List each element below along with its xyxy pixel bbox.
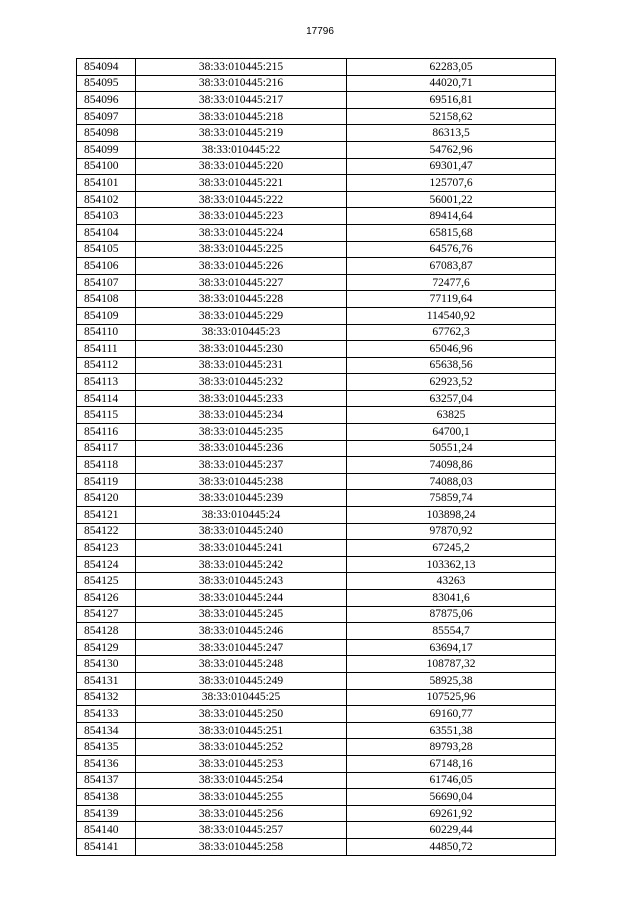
table-row: [77, 224, 556, 241]
table-row: [77, 838, 556, 855]
table-row: [77, 390, 556, 407]
table-row: [77, 656, 556, 673]
cadastral-number-cell: 38:33:010445:219: [136, 125, 347, 142]
cadastral-number-cell: 38:33:010445:241: [136, 540, 347, 557]
cadastral-number-cell: 38:33:010445:243: [136, 573, 347, 590]
row-id-cell: 854118: [77, 457, 136, 474]
page-number: 17796: [306, 26, 334, 37]
table-row: [77, 706, 556, 723]
cadastral-number-cell: 38:33:010445:247: [136, 639, 347, 656]
row-id-cell: 854095: [77, 75, 136, 92]
table-row: [77, 573, 556, 590]
table-row: [77, 208, 556, 225]
row-id-cell: 854099: [77, 141, 136, 158]
cadastral-number-cell: 38:33:010445:231: [136, 357, 347, 374]
cadastral-number-cell: 38:33:010445:235: [136, 424, 347, 441]
row-id-cell: 854140: [77, 822, 136, 839]
row-id-cell: 854137: [77, 772, 136, 789]
value-cell: 62923,52: [347, 374, 556, 391]
cadastral-number-cell: 38:33:010445:248: [136, 656, 347, 673]
table-row: [77, 789, 556, 806]
row-id-cell: 854112: [77, 357, 136, 374]
table-row: [77, 307, 556, 324]
cadastral-number-cell: 38:33:010445:216: [136, 75, 347, 92]
value-cell: 72477,6: [347, 274, 556, 291]
table-row: [77, 805, 556, 822]
table-row: [77, 59, 556, 76]
table-row: [77, 606, 556, 623]
cadastral-number-cell: 38:33:010445:234: [136, 407, 347, 424]
row-id-cell: 854111: [77, 341, 136, 358]
cadastral-number-cell: 38:33:010445:255: [136, 789, 347, 806]
row-id-cell: 854101: [77, 175, 136, 192]
value-cell: 107525,96: [347, 689, 556, 706]
row-id-cell: 854116: [77, 424, 136, 441]
row-id-cell: 854122: [77, 523, 136, 540]
table-row: [77, 141, 556, 158]
value-cell: 56690,04: [347, 789, 556, 806]
value-cell: 67148,16: [347, 755, 556, 772]
value-cell: 67083,87: [347, 258, 556, 275]
value-cell: 58925,38: [347, 672, 556, 689]
value-cell: 60229,44: [347, 822, 556, 839]
table-row: [77, 639, 556, 656]
value-cell: 69301,47: [347, 158, 556, 175]
row-id-cell: 854139: [77, 805, 136, 822]
value-cell: 62283,05: [347, 59, 556, 76]
row-id-cell: 854113: [77, 374, 136, 391]
row-id-cell: 854129: [77, 639, 136, 656]
row-id-cell: 854135: [77, 739, 136, 756]
value-cell: 83041,6: [347, 590, 556, 607]
row-id-cell: 854104: [77, 224, 136, 241]
value-cell: 63257,04: [347, 390, 556, 407]
value-cell: 65046,96: [347, 341, 556, 358]
table-row: [77, 590, 556, 607]
row-id-cell: 854134: [77, 722, 136, 739]
cadastral-number-cell: 38:33:010445:229: [136, 307, 347, 324]
table-row: [77, 274, 556, 291]
row-id-cell: 854114: [77, 390, 136, 407]
row-id-cell: 854124: [77, 556, 136, 573]
row-id-cell: 854133: [77, 706, 136, 723]
table-row: [77, 191, 556, 208]
table-row: [77, 490, 556, 507]
cadastral-number-cell: 38:33:010445:252: [136, 739, 347, 756]
table-row: [77, 291, 556, 308]
cadastral-number-cell: 38:33:010445:245: [136, 606, 347, 623]
cadastral-number-cell: 38:33:010445:25: [136, 689, 347, 706]
row-id-cell: 854131: [77, 672, 136, 689]
value-cell: 52158,62: [347, 108, 556, 125]
row-id-cell: 854136: [77, 755, 136, 772]
table-row: [77, 158, 556, 175]
cadastral-number-cell: 38:33:010445:233: [136, 390, 347, 407]
table-row: [77, 689, 556, 706]
cadastral-number-cell: 38:33:010445:223: [136, 208, 347, 225]
cadastral-number-cell: 38:33:010445:226: [136, 258, 347, 275]
cadastral-number-cell: 38:33:010445:242: [136, 556, 347, 573]
cadastral-number-cell: 38:33:010445:22: [136, 141, 347, 158]
row-id-cell: 854128: [77, 623, 136, 640]
value-cell: 54762,96: [347, 141, 556, 158]
cadastral-number-cell: 38:33:010445:238: [136, 473, 347, 490]
row-id-cell: 854130: [77, 656, 136, 673]
table-row: [77, 407, 556, 424]
value-cell: 74098,86: [347, 457, 556, 474]
cadastral-number-cell: 38:33:010445:249: [136, 672, 347, 689]
value-cell: 65815,68: [347, 224, 556, 241]
cadastral-number-cell: 38:33:010445:221: [136, 175, 347, 192]
table-row: [77, 507, 556, 524]
row-id-cell: 854094: [77, 59, 136, 76]
table-row: [77, 75, 556, 92]
value-cell: 63694,17: [347, 639, 556, 656]
row-id-cell: 854126: [77, 590, 136, 607]
cadastral-number-cell: 38:33:010445:246: [136, 623, 347, 640]
value-cell: 103362,13: [347, 556, 556, 573]
table-row: [77, 175, 556, 192]
cadastral-number-cell: 38:33:010445:251: [136, 722, 347, 739]
cadastral-number-cell: 38:33:010445:227: [136, 274, 347, 291]
row-id-cell: 854100: [77, 158, 136, 175]
table-row: [77, 424, 556, 441]
cadastral-number-cell: 38:33:010445:225: [136, 241, 347, 258]
table-row: [77, 623, 556, 640]
row-id-cell: 854098: [77, 125, 136, 142]
value-cell: 69516,81: [347, 92, 556, 109]
table-body: [77, 59, 556, 856]
row-id-cell: 854107: [77, 274, 136, 291]
table-row: [77, 473, 556, 490]
value-cell: 44020,71: [347, 75, 556, 92]
row-id-cell: 854115: [77, 407, 136, 424]
cadastral-number-cell: 38:33:010445:258: [136, 838, 347, 855]
table-row: [77, 755, 556, 772]
cadastral-number-cell: 38:33:010445:257: [136, 822, 347, 839]
value-cell: 56001,22: [347, 191, 556, 208]
cadastral-table: [76, 58, 556, 856]
table-row: [77, 556, 556, 573]
cadastral-number-cell: 38:33:010445:224: [136, 224, 347, 241]
cadastral-number-cell: 38:33:010445:240: [136, 523, 347, 540]
cadastral-number-cell: 38:33:010445:244: [136, 590, 347, 607]
table-row: [77, 125, 556, 142]
row-id-cell: 854109: [77, 307, 136, 324]
table-row: [77, 258, 556, 275]
row-id-cell: 854138: [77, 789, 136, 806]
value-cell: 69261,92: [347, 805, 556, 822]
value-cell: 74088,03: [347, 473, 556, 490]
cadastral-number-cell: 38:33:010445:250: [136, 706, 347, 723]
row-id-cell: 854121: [77, 507, 136, 524]
table-row: [77, 440, 556, 457]
cadastral-number-cell: 38:33:010445:237: [136, 457, 347, 474]
row-id-cell: 854097: [77, 108, 136, 125]
value-cell: 50551,24: [347, 440, 556, 457]
row-id-cell: 854117: [77, 440, 136, 457]
value-cell: 125707,6: [347, 175, 556, 192]
table-row: [77, 672, 556, 689]
cadastral-number-cell: 38:33:010445:215: [136, 59, 347, 76]
row-id-cell: 854096: [77, 92, 136, 109]
value-cell: 89793,28: [347, 739, 556, 756]
table-row: [77, 92, 556, 109]
cadastral-number-cell: 38:33:010445:220: [136, 158, 347, 175]
value-cell: 63825: [347, 407, 556, 424]
row-id-cell: 854125: [77, 573, 136, 590]
table-row: [77, 457, 556, 474]
cadastral-number-cell: 38:33:010445:230: [136, 341, 347, 358]
cadastral-number-cell: 38:33:010445:232: [136, 374, 347, 391]
cadastral-number-cell: 38:33:010445:222: [136, 191, 347, 208]
row-id-cell: 854120: [77, 490, 136, 507]
value-cell: 87875,06: [347, 606, 556, 623]
table-row: [77, 540, 556, 557]
value-cell: 67762,3: [347, 324, 556, 341]
value-cell: 65638,56: [347, 357, 556, 374]
table-row: [77, 772, 556, 789]
cadastral-number-cell: 38:33:010445:239: [136, 490, 347, 507]
table-row: [77, 108, 556, 125]
row-id-cell: 854108: [77, 291, 136, 308]
row-id-cell: 854102: [77, 191, 136, 208]
value-cell: 64700,1: [347, 424, 556, 441]
cadastral-number-cell: 38:33:010445:254: [136, 772, 347, 789]
value-cell: 64576,76: [347, 241, 556, 258]
value-cell: 61746,05: [347, 772, 556, 789]
row-id-cell: 854141: [77, 838, 136, 855]
value-cell: 43263: [347, 573, 556, 590]
value-cell: 103898,24: [347, 507, 556, 524]
value-cell: 114540,92: [347, 307, 556, 324]
row-id-cell: 854103: [77, 208, 136, 225]
cadastral-number-cell: 38:33:010445:23: [136, 324, 347, 341]
cadastral-number-cell: 38:33:010445:236: [136, 440, 347, 457]
value-cell: 85554,7: [347, 623, 556, 640]
cadastral-number-cell: 38:33:010445:228: [136, 291, 347, 308]
value-cell: 77119,64: [347, 291, 556, 308]
table-row: [77, 241, 556, 258]
cadastral-number-cell: 38:33:010445:24: [136, 507, 347, 524]
table-row: [77, 822, 556, 839]
value-cell: 86313,5: [347, 125, 556, 142]
value-cell: 108787,32: [347, 656, 556, 673]
value-cell: 67245,2: [347, 540, 556, 557]
value-cell: 75859,74: [347, 490, 556, 507]
value-cell: 97870,92: [347, 523, 556, 540]
row-id-cell: 854119: [77, 473, 136, 490]
row-id-cell: 854105: [77, 241, 136, 258]
cadastral-number-cell: 38:33:010445:217: [136, 92, 347, 109]
row-id-cell: 854110: [77, 324, 136, 341]
table-row: [77, 523, 556, 540]
value-cell: 63551,38: [347, 722, 556, 739]
value-cell: 44850,72: [347, 838, 556, 855]
table-row: [77, 722, 556, 739]
value-cell: 89414,64: [347, 208, 556, 225]
table-row: [77, 341, 556, 358]
cadastral-number-cell: 38:33:010445:256: [136, 805, 347, 822]
row-id-cell: 854123: [77, 540, 136, 557]
table-row: [77, 739, 556, 756]
row-id-cell: 854127: [77, 606, 136, 623]
row-id-cell: 854132: [77, 689, 136, 706]
table-row: [77, 324, 556, 341]
table-row: [77, 357, 556, 374]
row-id-cell: 854106: [77, 258, 136, 275]
cadastral-number-cell: 38:33:010445:218: [136, 108, 347, 125]
table-row: [77, 374, 556, 391]
value-cell: 69160,77: [347, 706, 556, 723]
cadastral-number-cell: 38:33:010445:253: [136, 755, 347, 772]
